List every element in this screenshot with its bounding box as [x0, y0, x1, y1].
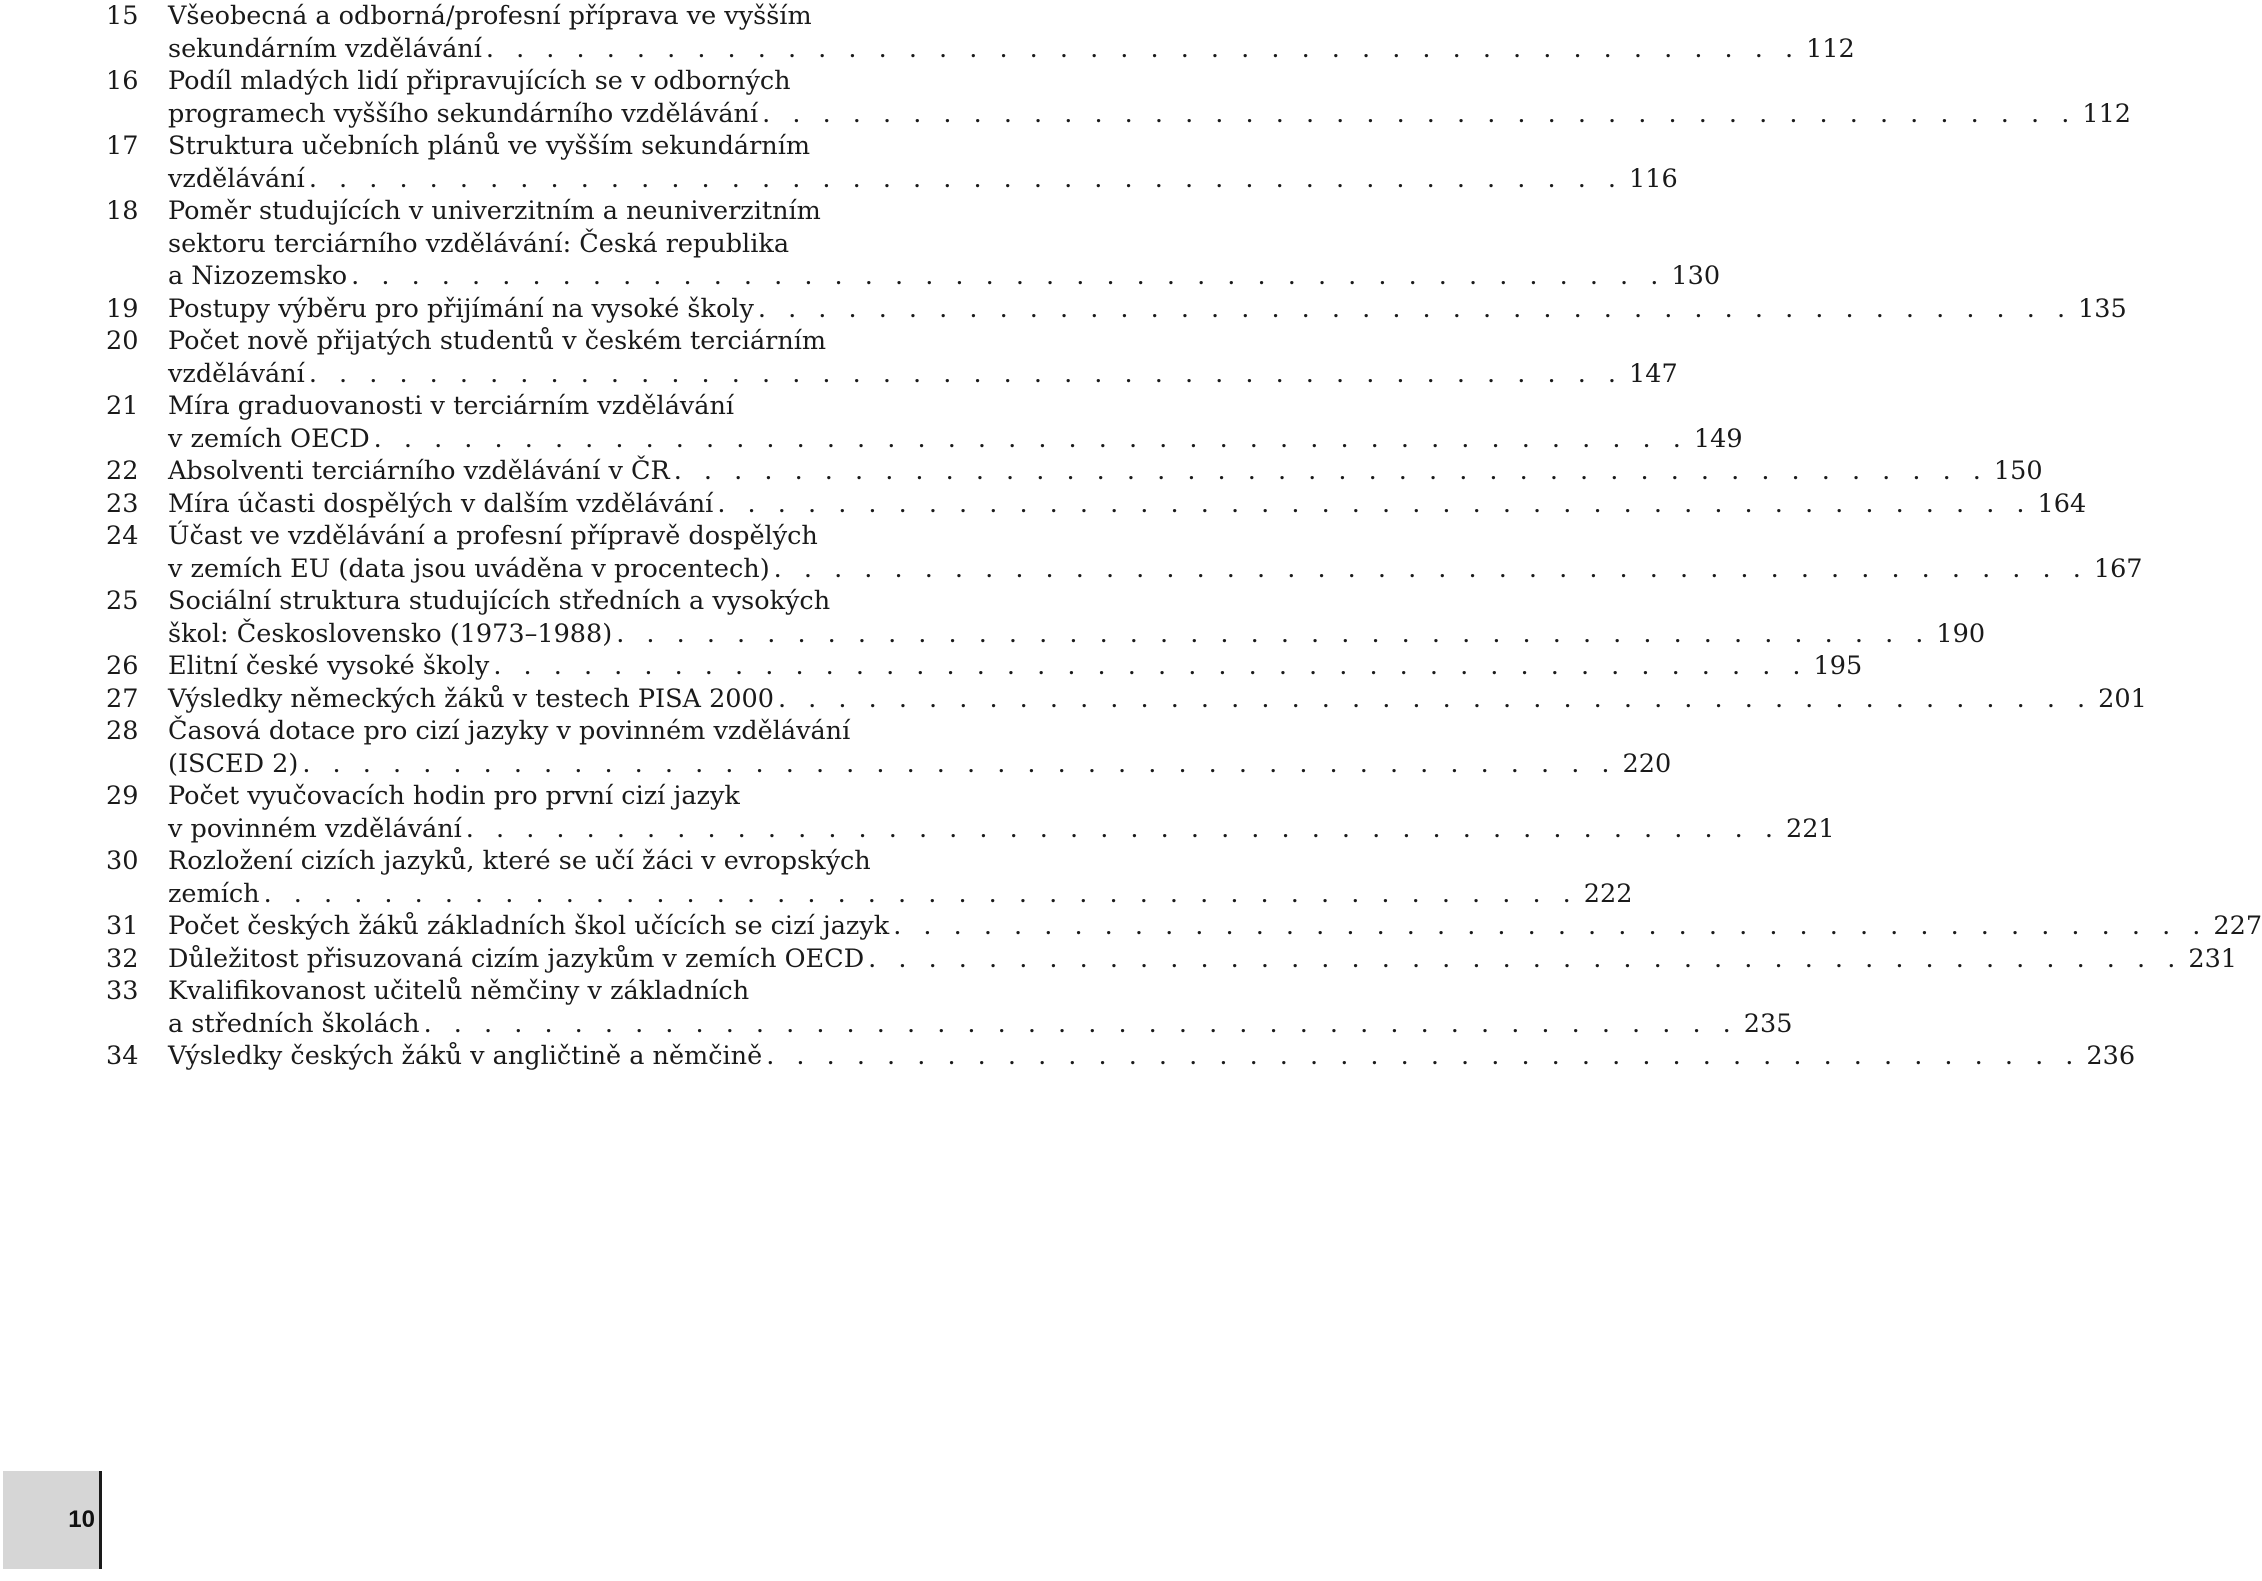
toc-entry-page: 220 [1622, 748, 1672, 779]
toc-entry-number: 32 [106, 943, 139, 974]
dot-leader: . . . . . . . . . . . . . . . . . . . . . . . . . . . . . . . . . . . . . . . . . . . . [308, 163, 1624, 194]
toc-entry-title-line: Všeobecná a odborná/profesní příprava ve vyšším [168, 1, 812, 31]
toc-entry-number: 31 [106, 911, 139, 941]
toc-entry-title-line: zemích [168, 878, 260, 909]
toc-entry-last-line [168, 98, 2132, 131]
toc-entry-page: 227 [2213, 911, 2262, 941]
toc-entry [106, 975, 1793, 1040]
toc-entry-number: 28 [106, 716, 139, 746]
toc-entry-last-line [168, 813, 1835, 846]
table-of-contents [106, 0, 2262, 1073]
toc-entry-last-line [168, 488, 2087, 521]
toc-entry-title-line: Důležitost přisuzovaná cizím jazykům v zemích OECD [168, 943, 865, 974]
toc-entry-title-line: Počet českých žáků základních škol učících se cizí jazyk [168, 911, 890, 941]
dot-leader: . . . . . . . . . . . . . . . . . . . . . . . . . . . . . . . . . . . . . . . . . . . . [616, 618, 1931, 649]
toc-entry-title-line: Sociální struktura studujících středních a vysokých [168, 586, 831, 616]
toc-entry-title-line: Počet vyučovacích hodin pro první cizí jazyk [168, 781, 740, 811]
dot-leader: . . . . . . . . . . . . . . . . . . . . . . . . . . . . . . . . . . . . . . . . . . . . [893, 911, 2208, 941]
dot-leader: . . . . . . . . . . . . . . . . . . . . . . . . . . . . . . . . . . . . . . . . . . . . [717, 488, 2032, 519]
toc-entry-number: 27 [106, 683, 139, 714]
toc-entry-page: 231 [2188, 943, 2238, 974]
toc-entry-number: 25 [106, 586, 139, 616]
toc-entry-number: 26 [106, 651, 139, 681]
dot-leader: . . . . . . . . . . . . . . . . . . . . . . . . . . . . . . . . . . . . . . . . . . . . [465, 813, 1780, 844]
toc-entry-title-line: Časová dotace pro cizí jazyky v povinném vzdělávání [168, 716, 851, 746]
toc-entry-page: 149 [1693, 423, 1743, 454]
toc-entry-title-line: programech vyššího sekundárního vzdělávání [168, 98, 759, 129]
toc-entry-title-line: vzdělávání [168, 163, 305, 194]
toc-entry-last-line [168, 1040, 2136, 1073]
dot-leader: . . . . . . . . . . . . . . . . . . . . . . . . . . . . . . . . . . . . . . . . . . . . [263, 878, 1578, 909]
toc-entry-last-line [168, 423, 1743, 456]
dot-leader: . . . . . . . . . . . . . . . . . . . . . . . . . . . . . . . . . . . . . . . . . . . . [762, 98, 2077, 129]
toc-entry [106, 520, 2143, 585]
toc-entry [106, 195, 1721, 293]
toc-entry-number: 33 [106, 976, 139, 1006]
dot-leader: . . . . . . . . . . . . . . . . . . . . . . . . . . . . . . . . . . . . . . . . . . . . [673, 456, 1988, 486]
toc-entry-page: 235 [1743, 1008, 1793, 1039]
toc-entry [106, 780, 1835, 845]
toc-entry-page: 190 [1936, 618, 1986, 649]
toc-entry-last-line [168, 943, 2238, 976]
toc-entry [106, 65, 2132, 130]
toc-entry-title-line: Poměr studujících v univerzitním a neuniverzitním [168, 196, 821, 226]
toc-entry-number: 21 [106, 391, 139, 421]
toc-entry-last-line [168, 293, 2127, 326]
toc-entry-title-line: Rozložení cizích jazyků, které se učí žáci v evropských [168, 846, 871, 876]
toc-entry-page: 222 [1583, 878, 1633, 909]
toc-entry-number: 23 [106, 488, 139, 519]
toc-entry-title-line: Míra graduovanosti v terciárním vzdělávání [168, 391, 735, 421]
toc-entry-page: 116 [1629, 163, 1678, 194]
toc-entry-number: 18 [106, 196, 139, 226]
toc-entry-title-line: a Nizozemsko [168, 261, 348, 291]
toc-entry [106, 845, 1633, 910]
toc-entry-page: 112 [2082, 98, 2132, 129]
toc-entry [106, 1040, 2136, 1073]
dot-leader: . . . . . . . . . . . . . . . . . . . . . . . . . . . . . . . . . . . . . . . . . . . . [757, 293, 2073, 324]
toc-entry-last-line [168, 33, 1855, 66]
dot-leader: . . . . . . . . . . . . . . . . . . . . . . . . . . . . . . . . . . . . . . . . . . . . [423, 1008, 1738, 1039]
dot-leader: . . . . . . . . . . . . . . . . . . . . . . . . . . . . . . . . . . . . . . . . . . . . [351, 261, 1666, 291]
toc-entry-number: 19 [106, 293, 139, 324]
toc-entry-last-line [168, 748, 1672, 781]
toc-entry-page: 236 [2086, 1041, 2136, 1071]
toc-entry [106, 943, 2238, 976]
toc-entry-title-line: Struktura učebních plánů ve vyšším sekundárním [168, 131, 811, 161]
toc-entry [106, 650, 1863, 683]
toc-entry-title-line: sekundárním vzdělávání [168, 33, 482, 64]
toc-entry [106, 585, 1986, 650]
toc-entry-title-line: (ISCED 2) [168, 748, 299, 779]
toc-entry-page: 150 [1993, 456, 2043, 486]
toc-entry-title-line: a středních školách [168, 1008, 420, 1039]
toc-entry-last-line [168, 878, 1633, 911]
toc-entry-page: 167 [2093, 553, 2143, 584]
toc-entry [106, 293, 2127, 326]
toc-entry-title-line: Míra účasti dospělých v dalším vzdělávání [168, 488, 714, 519]
dot-leader: . . . . . . . . . . . . . . . . . . . . . . . . . . . . . . . . . . . . . . . . . . . . [868, 943, 2183, 974]
toc-entry-last-line [168, 683, 2147, 716]
toc-entry-number: 22 [106, 456, 139, 486]
toc-entry-last-line [168, 910, 2262, 943]
dot-leader: . . . . . . . . . . . . . . . . . . . . . . . . . . . . . . . . . . . . . . . . . . . . [485, 33, 1801, 64]
toc-entry-title-line: Absolventi terciárního vzdělávání v ČR [168, 456, 670, 486]
toc-entry-last-line [168, 618, 1986, 651]
toc-entry [106, 715, 1672, 780]
toc-entry-title-line: Počet nově přijatých studentů v českém terciárním [168, 326, 827, 356]
dot-leader: . . . . . . . . . . . . . . . . . . . . . . . . . . . . . . . . . . . . . . . . . . . . [766, 1041, 2081, 1071]
toc-entry-title-line: škol: Československo (1973–1988) [168, 618, 613, 649]
toc-entry-title-line: Výsledky českých žáků v angličtině a němčině [168, 1041, 763, 1071]
toc-entry-page: 164 [2037, 488, 2087, 519]
toc-entry-title-line: v povinném vzdělávání [168, 813, 462, 844]
toc-entry-last-line [168, 163, 1678, 196]
toc-entry-number: 20 [106, 326, 139, 356]
toc-entry-page: 112 [1806, 33, 1855, 64]
toc-entry-number: 15 [106, 1, 139, 31]
toc-entry-title-line: Podíl mladých lidí připravujících se v odborných [168, 66, 791, 96]
toc-entry-title-line: sektoru terciárního vzdělávání: Česká republika [168, 228, 790, 259]
toc-entry-number: 30 [106, 846, 139, 876]
toc-entry-last-line [168, 553, 2143, 586]
dot-leader: . . . . . . . . . . . . . . . . . . . . . . . . . . . . . . . . . . . . . . . . . . . . [773, 553, 2088, 584]
toc-entry-page: 201 [2098, 683, 2147, 714]
toc-entry-page: 130 [1671, 261, 1721, 291]
toc-entry-page: 221 [1785, 813, 1835, 844]
dot-leader: . . . . . . . . . . . . . . . . . . . . . . . . . . . . . . . . . . . . . . . . . . . . [302, 748, 1617, 779]
toc-entry [106, 683, 2147, 716]
toc-entry-page: 195 [1813, 651, 1863, 681]
toc-entry-last-line [168, 650, 1863, 683]
page-number-tab [3, 1471, 102, 1569]
toc-entry-title-line: v zemích OECD [168, 423, 370, 454]
dot-leader: . . . . . . . . . . . . . . . . . . . . . . . . . . . . . . . . . . . . . . . . . . . . [373, 423, 1688, 454]
toc-entry [106, 488, 2087, 521]
dot-leader: . . . . . . . . . . . . . . . . . . . . . . . . . . . . . . . . . . . . . . . . . . . . [777, 683, 2093, 714]
toc-entry [106, 0, 1855, 65]
toc-entry [106, 910, 2262, 943]
toc-entry-title-line: Kvalifikovanost učitelů němčiny v základních [168, 976, 750, 1006]
page-number: 10 [68, 1506, 95, 1533]
toc-entry-last-line [168, 1008, 1793, 1041]
toc-entry-number: 24 [106, 521, 139, 551]
toc-entry-number: 29 [106, 781, 139, 811]
toc-entry-title-line: Výsledky německých žáků v testech PISA 2000 [168, 683, 774, 714]
dot-leader: . . . . . . . . . . . . . . . . . . . . . . . . . . . . . . . . . . . . . . . . . . . . [493, 651, 1808, 681]
toc-entry-title-line: v zemích EU (data jsou uváděna v procentech) [168, 553, 770, 584]
toc-entry [106, 455, 2043, 488]
toc-entry-title-line: vzdělávání [168, 358, 305, 389]
toc-entry [106, 325, 1678, 390]
toc-entry-title-line: Elitní české vysoké školy [168, 651, 490, 681]
toc-entry-title-line: Postupy výběru pro přijímání na vysoké školy [168, 293, 754, 324]
toc-entry [106, 390, 1743, 455]
toc-entry-number: 16 [106, 66, 139, 96]
dot-leader: . . . . . . . . . . . . . . . . . . . . . . . . . . . . . . . . . . . . . . . . . . . . [308, 358, 1624, 389]
toc-entry-page: 135 [2078, 293, 2127, 324]
toc-entry-last-line [168, 455, 2043, 488]
toc-entry-last-line [168, 358, 1678, 391]
toc-entry-number: 34 [106, 1041, 139, 1071]
toc-entry-last-line [168, 260, 1721, 293]
toc-entry [106, 130, 1678, 195]
toc-entry-number: 17 [106, 131, 139, 161]
toc-entry-title-line: Účast ve vzdělávání a profesní přípravě dospělých [168, 521, 818, 551]
toc-entry-page: 147 [1629, 358, 1678, 389]
